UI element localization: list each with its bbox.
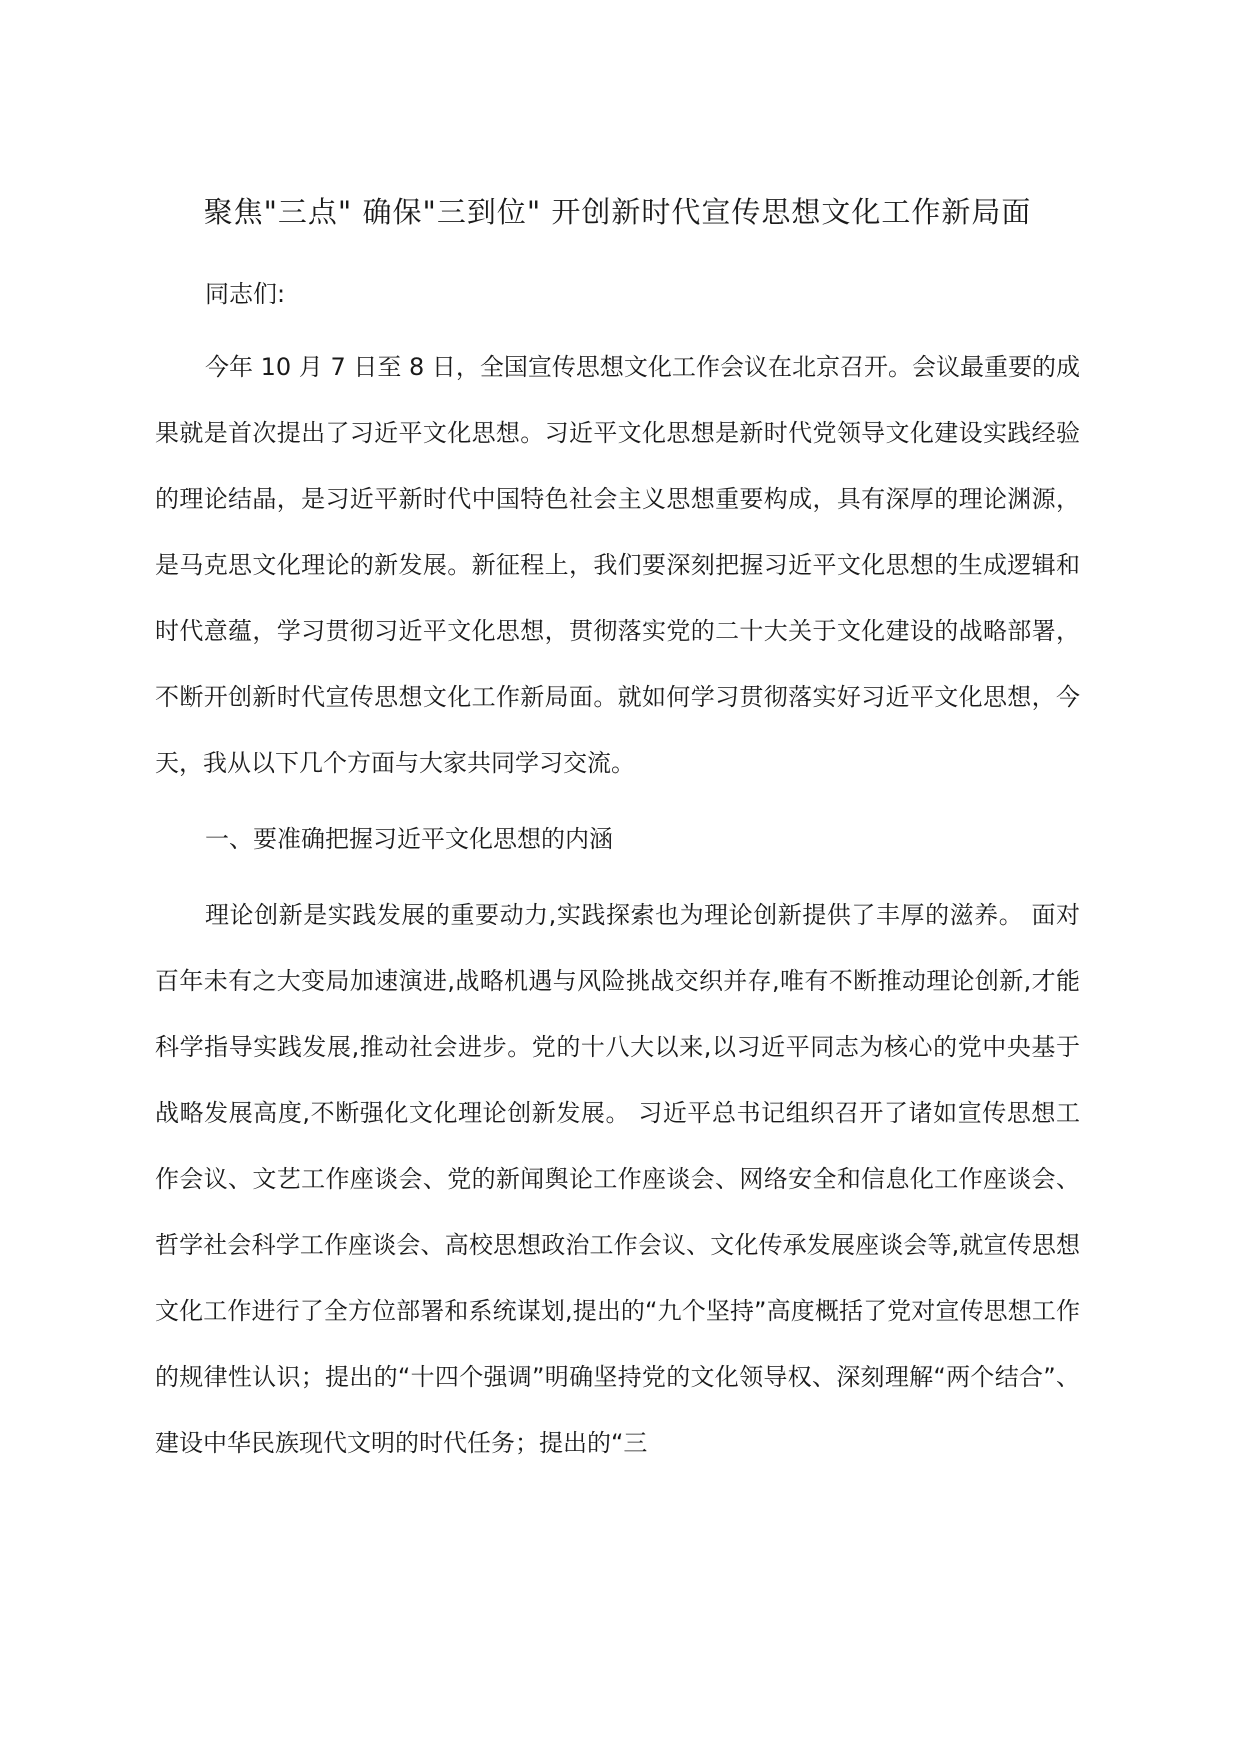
salutation: 同志们: xyxy=(205,280,286,308)
section-paragraph: 理论创新是实践发展的重要动力,实践探索也为理论创新提供了丰厚的滋养。 面对百年未有之大变局加速演进,战略机遇与风险挑战交织并存,唯有不断推动理论创新,才能科学指导实践发展,推动社会进步。党的十八大以来,以习近平同志为核心的党中央基于战略发展高度,不断强化文化理论创新发展。 习近平总书记组织召开了诸如宣传思想工作会议、文艺工作座谈会、党的新闻舆论工作座谈会、网络安全和信息化工作座谈会、哲学社会科学工作座谈会、高校思想政治工作会议、文化传承发展座谈会等,就宣传思想文化工作进行了全方位部署和系统谋划,提出的“九个坚持”高度概括了党对宣传思想工作的规律性认识；提出的“十四个强调”明确坚持党的文化领导权、深刻理解“两个结合”、建设中华民族现代文明的时代任务；提出的“三 xyxy=(155,901,1080,1457)
intro-paragraph: 今年 10 月 7 日至 8 日，全国宣传思想文化工作会议在北京召开。会议最重要的成果就是首次提出了习近平文化思想。习近平文化思想是新时代党领导文化建设实践经验的理论结晶，是习近平新时代中国特色社会主义思想重要构成，具有深厚的理论渊源，是马克思文化理论的新发展。新征程上，我们要深刻把握习近平文化思想的生成逻辑和时代意蕴，学习贯彻习近平文化思想，贯彻落实党的二十大关于文化建设的战略部署，不断开创新时代宣传思想文化工作新局面。就如何学习贯彻落实好习近平文化思想，今天，我从以下几个方面与大家共同学习交流。 xyxy=(155,353,1080,777)
document-page xyxy=(155,180,1080,1476)
section-heading: 一、要准确把握习近平文化思想的内涵 xyxy=(205,825,613,853)
document-title: 聚焦"三点" 确保"三到位" 开创新时代宣传思想文化工作新局面 xyxy=(203,195,1032,229)
